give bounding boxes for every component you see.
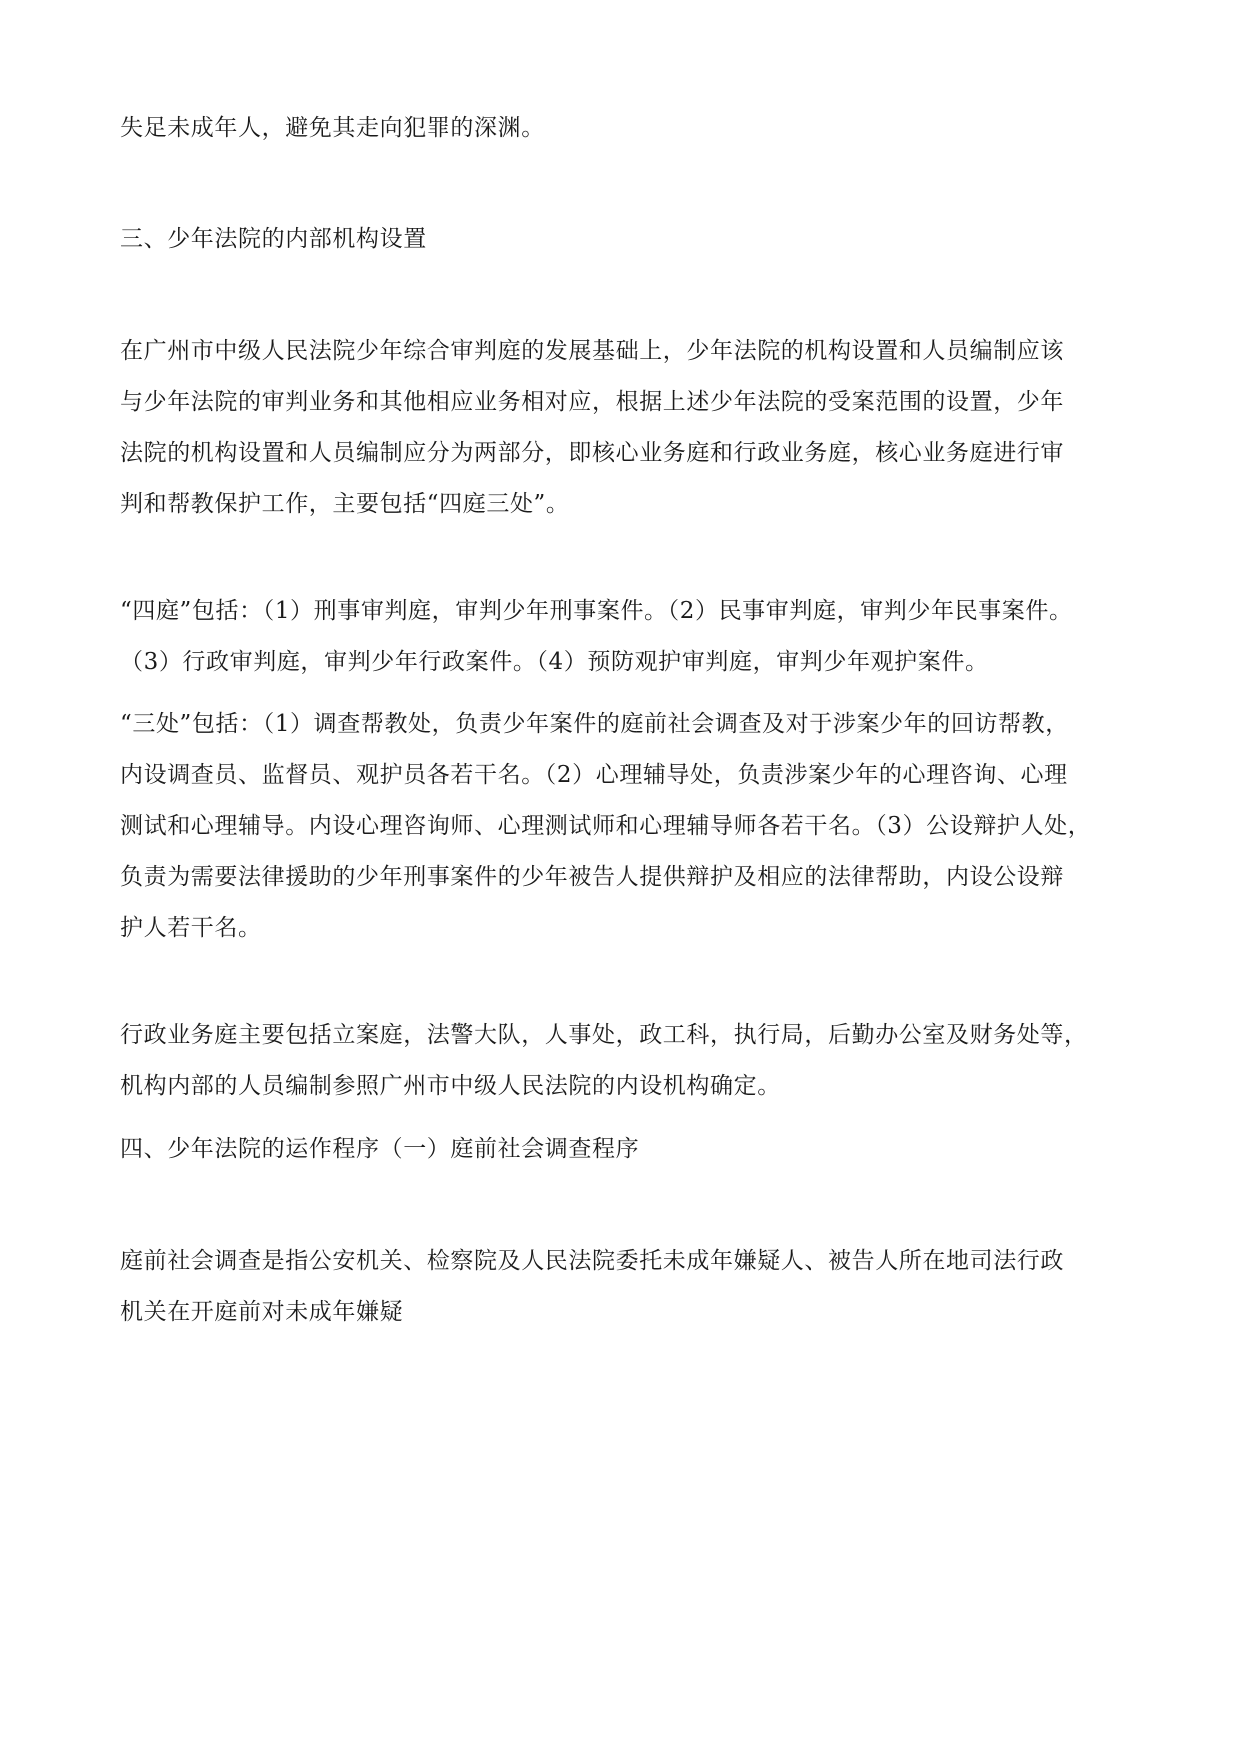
paragraph-intro-continuation (120, 103, 1120, 154)
section-heading-four (120, 1124, 1120, 1175)
heading-text: 三、少年法院的内部机构设置 (120, 226, 427, 252)
text-line: 判和帮教保护工作，主要包括“四庭三处”。 (120, 491, 570, 517)
text-line: 与少年法院的审判业务和其他相应业务相对应，根据上述少年法院的受案范围的设置，少年 (120, 389, 1064, 415)
text-line: 负责为需要法律援助的少年刑事案件的少年被告人提供辩护及相应的法律帮助，内设公设辩 (120, 864, 1064, 890)
text-line: 机关在开庭前对未成年嫌疑 (120, 1299, 404, 1325)
section-heading-three (120, 214, 1120, 265)
text-line: （3）行政审判庭，审判少年行政案件。（4）预防观护审判庭，审判少年观护案件。 (120, 649, 989, 675)
paragraph-four-courts (120, 586, 1120, 688)
paragraph-administrative-courts (120, 1010, 1120, 1112)
text-line: 内设调查员、监督员、观护员各若干名。（2）心理辅导处，负责涉案少年的心理咨询、心理 (120, 762, 1068, 788)
paragraph-organization-setup (120, 326, 1120, 530)
heading-text: 四、少年法院的运作程序（一）庭前社会调查程序 (120, 1136, 640, 1162)
text-line: 失足未成年人，避免其走向犯罪的深渊。 (120, 115, 545, 141)
paragraph-three-offices (120, 699, 1120, 954)
text-line: 机构内部的人员编制参照广州市中级人民法院的内设机构确定。 (120, 1073, 781, 1099)
text-line: 在广州市中级人民法院少年综合审判庭的发展基础上，少年法院的机构设置和人员编制应该 (120, 338, 1064, 364)
paragraph-pretrial-investigation (120, 1236, 1120, 1338)
text-line: 庭前社会调查是指公安机关、检察院及人民法院委托未成年嫌疑人、被告人所在地司法行政 (120, 1248, 1064, 1274)
text-line: 行政业务庭主要包括立案庭，法警大队，人事处，政工科，执行局，后勤办公室及财务处等， (120, 1022, 1088, 1048)
text-line: 护人若干名。 (120, 915, 262, 941)
text-line: “三处”包括：（1）调查帮教处，负责少年案件的庭前社会调查及对于涉案少年的回访帮教， (120, 711, 1069, 737)
text-line: “四庭”包括：（1）刑事审判庭，审判少年刑事案件。（2）民事审判庭，审判少年民事案件。 (120, 598, 1073, 624)
text-line: 法院的机构设置和人员编制应分为两部分，即核心业务庭和行政业务庭，核心业务庭进行审 (120, 440, 1064, 466)
text-line: 测试和心理辅导。内设心理咨询师、心理测试师和心理辅导师各若干名。（3）公设辩护人处， (120, 813, 1092, 839)
